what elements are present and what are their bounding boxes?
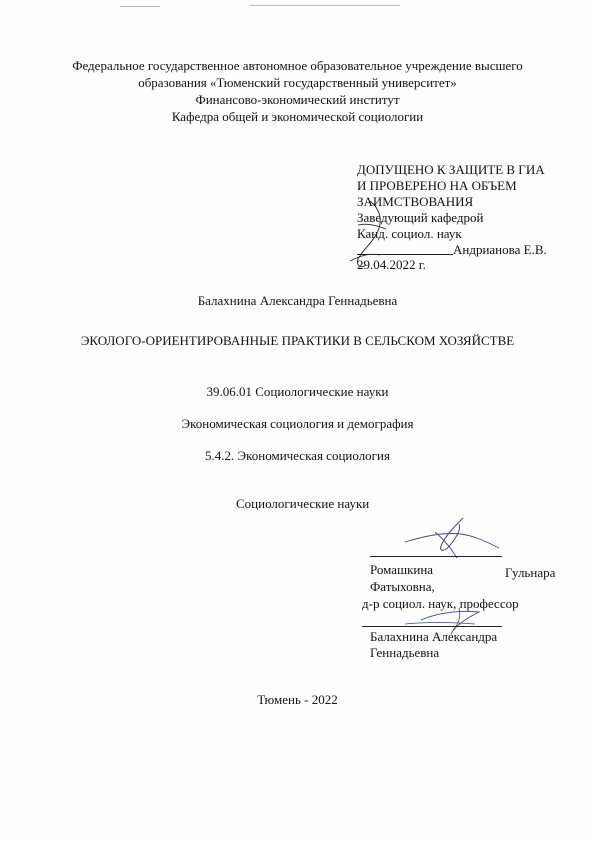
header-line-2: образования «Тюменский государственный университет» (138, 75, 457, 90)
approval-line-2: И ПРОВЕРЕНО НА ОБЪЕМ (357, 178, 517, 193)
student-signature-line (362, 626, 502, 627)
city-year: Тюмень - 2022 (257, 692, 338, 707)
approval-position: Заведующий кафедрой (357, 210, 484, 225)
student-name-line-1: Балахнина Александра (370, 629, 498, 644)
approval-line-3: ЗАИМСТВОВАНИЯ (357, 194, 474, 209)
supervisor-first-name: Гульнара (505, 565, 556, 580)
approval-signature-name: Андрианова Е.В. (453, 242, 547, 257)
approval-degree: Канд. социол. наук (357, 226, 462, 241)
program-code: 39.06.01 Социологические науки (206, 384, 389, 399)
specialty: 5.4.2. Экономическая социология (205, 448, 390, 463)
supervisor-surname: Ромашкина (370, 562, 434, 577)
supervisor-signature (395, 512, 505, 562)
supervisor-signature-line (370, 556, 502, 557)
approval-line-1: ДОПУЩЕНО К ЗАЩИТЕ В ГИА (357, 162, 545, 177)
program-name: Экономическая социология и демография (181, 416, 414, 431)
header-line-3: Финансово-экономический институт (195, 92, 400, 107)
scan-artifact (120, 6, 160, 7)
header-line-4: Кафедра общей и экономической социологии (171, 109, 424, 124)
field-of-study: Социологические науки (236, 496, 370, 511)
head-of-department-signature (340, 195, 410, 275)
thesis-title: ЭКОЛОГО-ОРИЕНТИРОВАННЫЕ ПРАКТИКИ В СЕЛЬСКОМ ХОЗЯЙСТВЕ (80, 333, 515, 348)
supervisor-degree: д-р социол. наук, профессор (362, 596, 519, 611)
scan-artifact (250, 5, 400, 6)
student-name-line-2: Геннадьевна (370, 645, 440, 660)
header-line-1: Федеральное государственное автономное образовательное учреждение высшего (72, 58, 523, 73)
supervisor-patronymic: Фатыховна, (370, 579, 435, 594)
author-name: Балахнина Александра Геннадьевна (197, 293, 398, 308)
approval-date: 29.04.2022 г. (357, 257, 426, 272)
